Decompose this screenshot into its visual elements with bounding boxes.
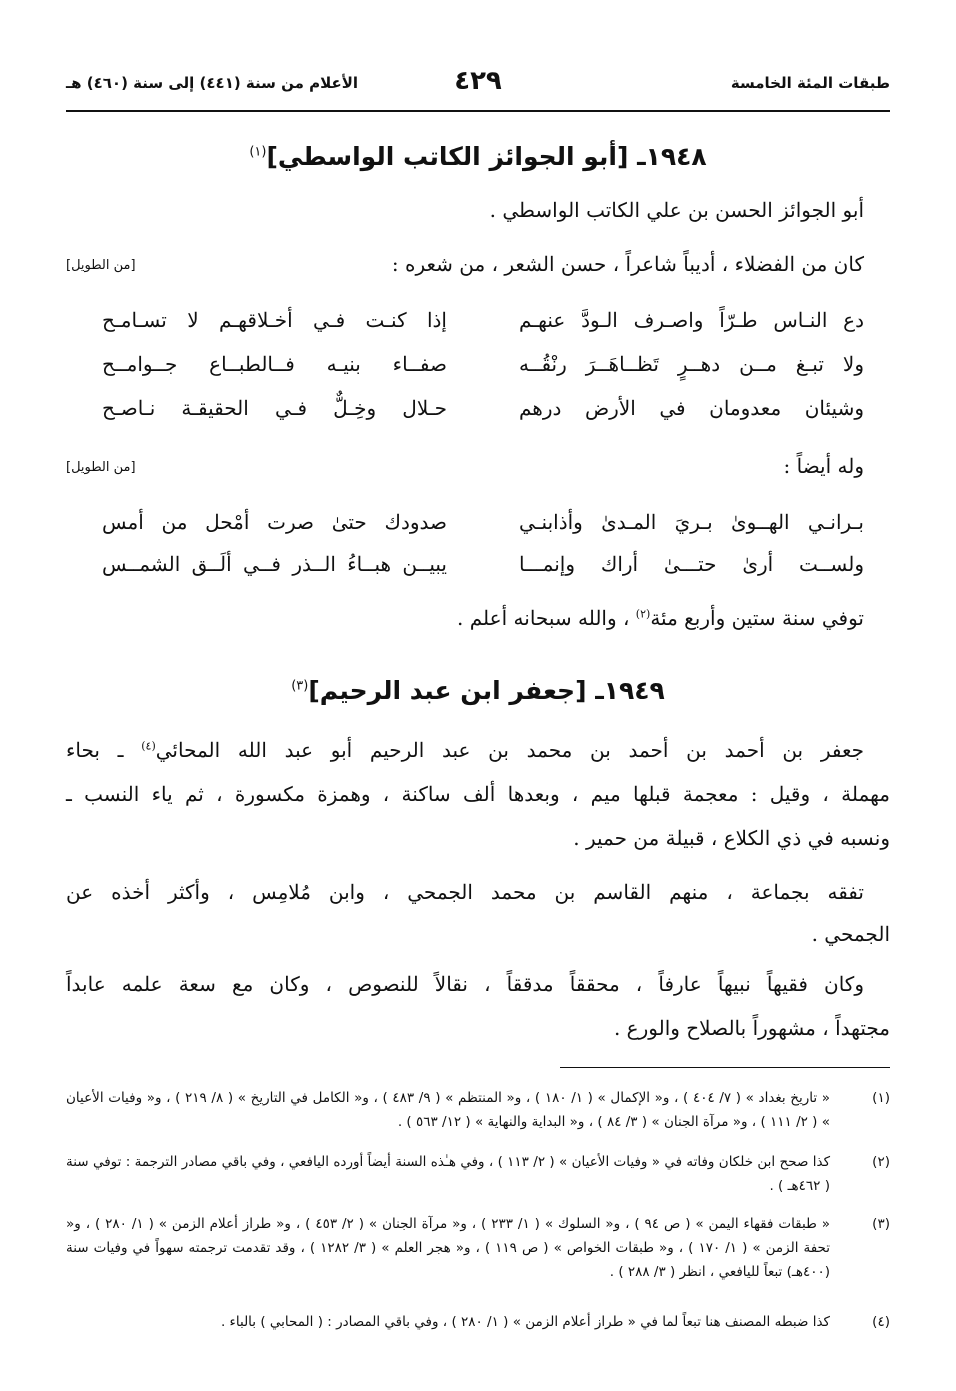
poem-meter-label: [من الطويل] [66,258,136,273]
footnote-ref: (٣) [291,678,309,694]
footnote-ref: (٤) [141,739,156,753]
entry-1948-title [66,142,890,171]
also-said-line: وله أيضاً : [783,454,864,478]
entry-1948-name-line: أبو الجوائز الحسن بن علي الكاتب الواسطي . [489,198,864,222]
poem-meter-label-2: [من الطويل] [66,460,136,475]
verse-4-second-hemistich: صدودك حتىٰ صرت أمْحل من أمس [102,510,447,534]
page-number: ٤٢٩ [454,66,502,96]
footnote-separator [560,1067,890,1068]
entry-1948-intro-line: كان من الفضلاء ، أديباً شاعراً ، حسن الشعر ، من شعره : [391,252,864,276]
footnote-text: « تاريخ بغداد » ( ٧/ ٤٠٤ ) ، و« الإكمال » ( ١/ ١٨٠ ) ، و« المنتظم » ( ٩/ ٤٨٣ ) ، و« الكامل في التاريخ » ( ٨/ ٢١٩ ) ، و« وفيات الأعيان » ( ٢/ ١١١ ) ، و« مرآة الجنان » ( ٣/ ٨٤ ) ، و« البداية والنهاية » ( ١٢/ ٥٦٣ ) . [66,1090,831,1130]
verse-4-first-hemistich: بـرانـي الهــوىٰ بـريَ المـدىٰ وأذابنـي [519,510,864,534]
entry-title-text: ١٩٤٩ـ [جعفر ابن عبد الرحيم] [308,676,665,705]
footnote-4 [66,1310,890,1334]
footnote-number: (١) [872,1090,890,1106]
paragraph-3-line-2: مجتهداً ، مشهوراً بالصلاح والورع . [613,1016,890,1040]
paragraph-1-line-1 [66,738,890,762]
running-header-years: الأعلام من سنة (٤٤١) إلى سنة (٤٦٠) هـ [66,74,359,92]
header-rule [66,110,890,112]
paragraph-2-line-2: الجمحي . [811,922,890,946]
paragraph-2-line-1: تفقه بجماعة ، منهم القاسم بن محمد الجمحي ، وابن مُلامِس ، وأكثر أخذه عن [66,880,864,904]
footnote-text: كذا صحح ابن خلكان وفاته في « وفيات الأعيان » ( ٢/ ١١٣ ) ، وفي هـٰذه السنة أيضاً أورده اليافعي ، وفي باقي مصادر الترجمة : توفي سنة ( ٤٦٢هـ ) . [66,1154,830,1194]
verse-2-first-hemistich: ولا تبـغ مــن دهــرٍ تَظــاهَــرَ رنْقُــه [519,352,864,376]
footnote-number: (٢) [872,1154,890,1170]
verse-3-first-hemistich: وشيئان معدومان في الأرض درهم [519,396,864,420]
text-span: جعفر بن أحمد بن أحمد بن محمد بن عبد الرحيم أبو عبد الله المحائي [155,738,864,762]
running-header-section: طبقات المئة الخامسة [730,74,890,92]
footnote-text: « طبقات فقهاء اليمن » ( ص ٩٤ ) ، و« السلوك » ( ١/ ٢٣٣ ) ، و« مرآة الجنان » ( ٢/ ٤٥٣ ) ، و« طراز أعلام الزمن » ( ١/ ٢٨٠ ) ، و« تحفة الزمن » ( ١/ ١٧٠ ) ، و« طبقات الخواص » ( ص ١١٩ ) ، و« هجر العلم » ( ٣/ ١٢٨٢ ) ، وقد تقدمت ترجمته سهواً في وفيات سنة (٤٠٠هـ) تبعاً لليافعي ، انظر ( ٣/ ٢٨٨ ) . [66,1216,831,1280]
entry-1949-title [66,676,890,705]
verse-1-second-hemistich: إذا كنـت فـي أخـلاقهـم لا تسـامـح [102,308,447,332]
footnote-ref: (١) [249,144,267,160]
paragraph-3-line-1: وكان فقيهاً نبيهاً عارفاً ، محققاً مدققاً ، نقالاً للنصوص ، وكان مع سعة علمه عابداً [66,972,864,996]
entry-title-text: ١٩٤٨ـ [أبو الجوائز الكاتب الواسطي] [266,142,707,171]
verse-2-second-hemistich: صفــاء بنيـه فــالطبــاع جــوامــح [102,352,447,376]
footnote-ref: (٢) [635,607,651,621]
paragraph-1-line-2: مهملة ، وقيل : معجمة قبلها ميم ، وبعدها ألف ساكنة ، وهمزة مكسورة ، ثم ياء النسب ـ [66,782,890,806]
verse-5-second-hemistich: يبيــن هبــاءُ الــذر فــي ألَــق الشمــس [102,552,447,576]
verse-1-first-hemistich: دع النـاس طـرّاً واصـرف الـودَّ عنهـم [519,308,864,332]
death-date-text: توفي سنة ستين وأربع مئة [650,606,864,630]
paragraph-1-line-3: ونسبه في ذي الكلاع ، قبيلة من حمير . [573,826,890,850]
footnote-1 [66,1086,890,1134]
closing-formula: ، والله سبحانه أعلم . [457,606,636,630]
text-span: ـ بحاء [66,738,142,762]
verse-5-first-hemistich: ولســت أرىٰ حتـــىٰ أراك وإنمـــا [519,552,864,576]
footnote-number: (٤) [872,1314,890,1330]
verse-3-second-hemistich: حـلال وخِـلٌّ فـي الحقيقـة نـاصـح [102,396,447,420]
footnote-number: (٣) [872,1216,890,1232]
footnote-3 [66,1212,890,1284]
footnote-2 [66,1150,890,1198]
footnote-text: كذا ضبطه المصنف هنا تبعاً لما في « طراز أعلام الزمن » ( ١/ ٢٨٠ ) ، وفي باقي المصادر : ( المحابي ) بالباء . [220,1314,830,1330]
death-date-line [457,606,864,630]
